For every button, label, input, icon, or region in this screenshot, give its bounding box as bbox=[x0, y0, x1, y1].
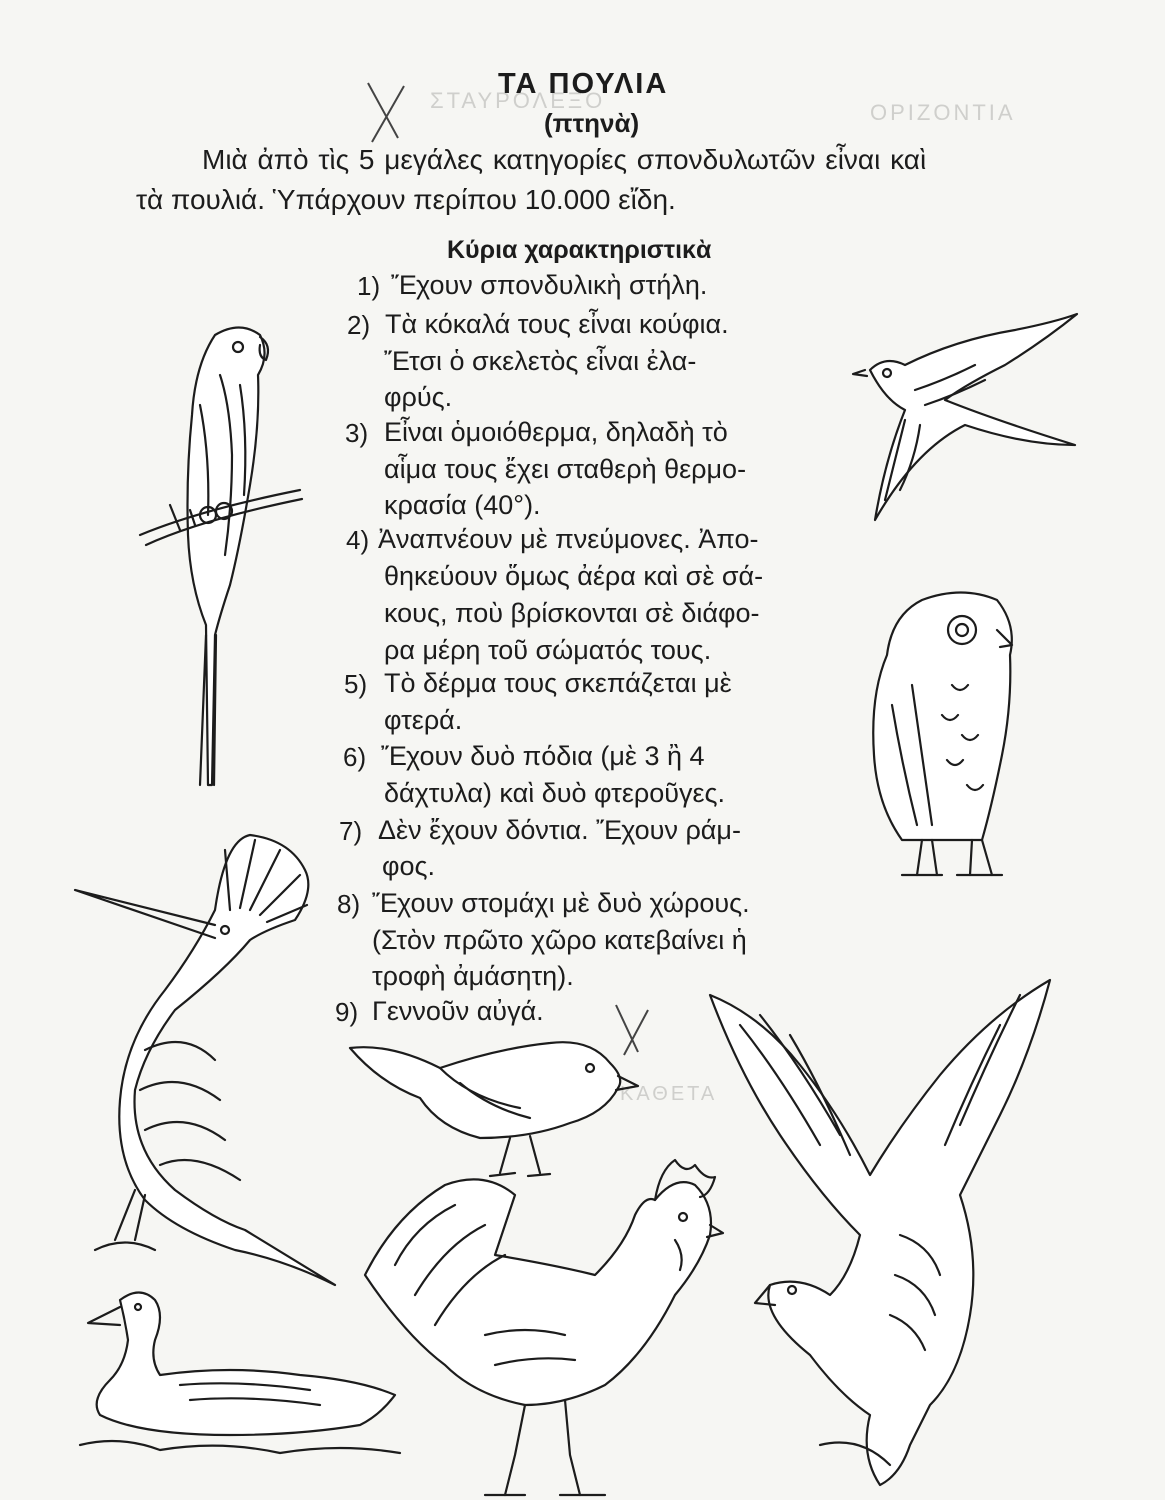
item-8-line-1: Ἔχουν στομάχι μὲ δυὸ χώρους. bbox=[372, 888, 750, 918]
item-6-number: 6) bbox=[343, 742, 367, 772]
item-4-number: 4) bbox=[346, 525, 370, 555]
item-7-number: 7) bbox=[339, 816, 363, 846]
item-6-line-2: δάχτυλα) καὶ δυὸ φτεροῦγες. bbox=[384, 778, 726, 808]
item-8-line-3: τροφὴ ἀμάσητη). bbox=[372, 961, 574, 991]
item-5-line-2: φτερά. bbox=[384, 705, 463, 735]
item-2-line-2: Ἔτσι ὁ σκελετὸς εἶναι ἐλα- bbox=[384, 346, 697, 376]
item-4-line-2: θηκεύουν ὅμως ἀέρα καὶ σὲ σά- bbox=[384, 561, 764, 591]
item-1-line-1: Ἔχουν σπονδυλικὴ στήλη. bbox=[391, 270, 708, 300]
item-3-number: 3) bbox=[345, 418, 369, 448]
item-9-number: 9) bbox=[335, 997, 359, 1027]
eagle-icon bbox=[700, 975, 1060, 1495]
item-8-line-2: (Στὸν πρῶτο χῶρο κατεβαίνει ἡ bbox=[372, 925, 747, 955]
item-2-line-3: φρύς. bbox=[384, 382, 453, 412]
item-2-line-1: Τὰ κόκαλά τους εἶναι κούφια. bbox=[385, 309, 729, 339]
item-4-line-3: κους, ποὺ βρίσκονται σὲ διάφο- bbox=[384, 598, 760, 628]
page-subtitle: (πτηνὰ) bbox=[544, 108, 640, 138]
hoopoe-icon bbox=[75, 830, 350, 1290]
item-3-line-1: Εἶναι ὁμοιόθερμα, δηλαδὴ τὸ bbox=[384, 417, 728, 447]
item-9-line-1: Γεννοῦν αὐγά. bbox=[372, 996, 544, 1026]
item-5-number: 5) bbox=[344, 669, 368, 699]
page-title: ΤΑ ΠΟΥΛΙΑ bbox=[498, 68, 669, 100]
item-5-line-1: Τὸ δέρμα τους σκεπάζεται μὲ bbox=[384, 668, 732, 698]
item-6-line-1: Ἔχουν δυὸ πόδια (μὲ 3 ἢ 4 bbox=[381, 741, 705, 771]
item-8-number: 8) bbox=[337, 889, 361, 919]
item-1-number: 1) bbox=[357, 271, 381, 301]
parakeet-icon bbox=[120, 315, 320, 795]
item-2-number: 2) bbox=[347, 310, 371, 340]
item-3-line-2: αἷμα τους ἔχει σταθερὴ θερμο- bbox=[384, 454, 747, 484]
section-heading: Κύρια χαρακτηριστικὰ bbox=[447, 236, 712, 264]
swallow-icon bbox=[845, 310, 1085, 525]
item-4-line-4: ρα μέρη τοῦ σώματός τους. bbox=[384, 635, 712, 665]
owl-icon bbox=[862, 585, 1032, 885]
item-4-line-1: Ἀναπνέουν μὲ πνεύμονες. Ἀπο- bbox=[378, 524, 759, 554]
item-7-line-1: Δὲν ἔχουν δόντια. Ἔχουν ράμ- bbox=[378, 815, 741, 845]
rooster-icon bbox=[355, 1155, 725, 1500]
item-7-line-2: φος. bbox=[382, 851, 436, 881]
intro-line-2: τὰ πουλιά. Ὑπάρχουν περίπου 10.000 εἴδη. bbox=[136, 184, 676, 215]
item-3-line-3: κρασία (40°). bbox=[384, 490, 541, 520]
intro-line-1: Μιὰ ἀπὸ τὶς 5 μεγάλες κατηγορίες σπονδυλωτῶν εἶναι καὶ bbox=[202, 144, 927, 175]
duck-icon bbox=[80, 1285, 405, 1465]
